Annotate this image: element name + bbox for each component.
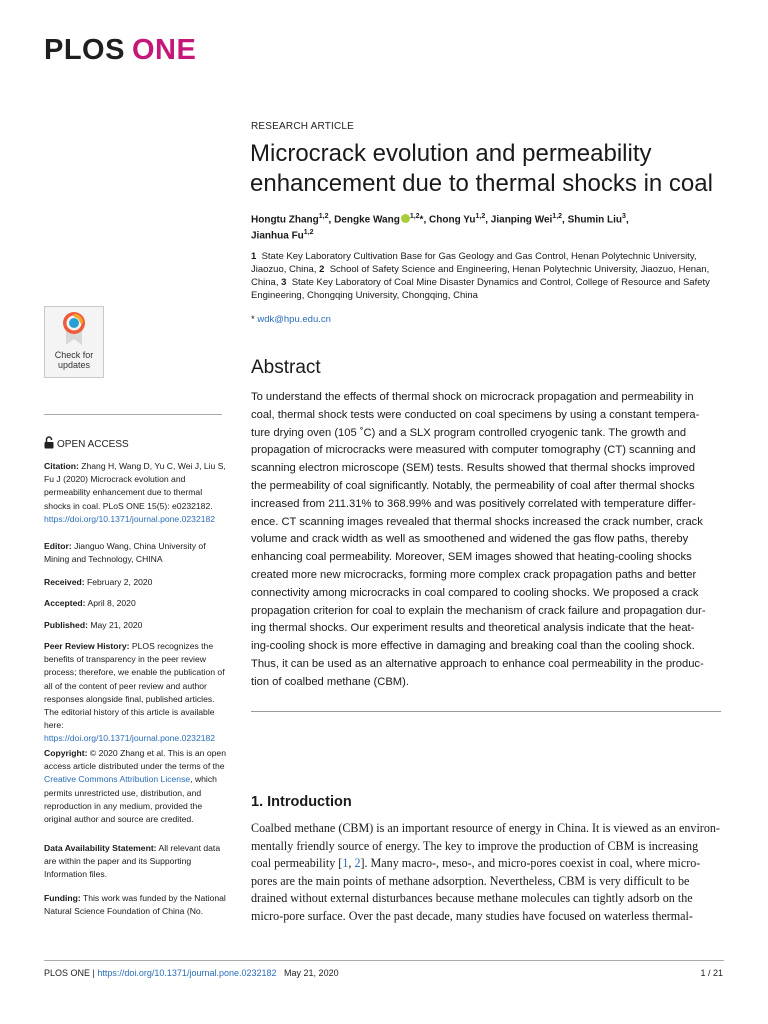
abstract-line: enhancing coal permeability. Moreover, SEM images showed that heating-cooling shocks: [251, 551, 692, 564]
intro-line: [251, 855, 723, 873]
open-access-label: [44, 436, 129, 450]
abstract-line: increased from 211.31% to 368.99% and was positively correlated with temperature differ-: [251, 497, 696, 510]
author-name[interactable]: Dengke Wang: [334, 214, 400, 226]
intro-body: [251, 820, 723, 926]
accepted-label: Accepted:: [44, 598, 86, 608]
affiliation-number: 1: [251, 251, 257, 262]
sidebar-divider: [44, 414, 222, 415]
abstract-line: ence. CT scanning images revealed that thermal shocks increased the crack number, crack: [251, 515, 703, 528]
intro-text: ,: [348, 856, 355, 871]
footer-doi-link[interactable]: https://doi.org/10.1371/journal.pone.0232182: [97, 968, 277, 978]
logo-one-text: ONE: [131, 34, 197, 66]
abstract-line: volume and crack width as well as smoothened and widened the gas flow paths, thereby: [251, 533, 689, 546]
data-availability-label: Data Availability Statement:: [44, 843, 157, 853]
author-affiliation-sup: 1,2: [475, 213, 486, 220]
copyright-label: Copyright:: [44, 748, 88, 758]
page-number: 1 / 21: [700, 968, 723, 978]
email-star: *: [251, 314, 255, 325]
corresponding-star: *: [419, 214, 424, 226]
author-name[interactable]: Shumin Liu: [567, 214, 623, 226]
received-date: February 2, 2020: [87, 577, 153, 587]
abstract-line: created more new microcracks, forming more complex crack propagation paths and better: [251, 568, 697, 581]
citation-label: Citation:: [44, 461, 79, 471]
abstract-body: [251, 389, 723, 692]
editor-label: Editor:: [44, 541, 72, 551]
copyright-text-2: , which permits unrestricted use, distribution, and reproduction in any medium, provided the original author and source are credited.: [44, 774, 217, 825]
intro-text: coal permeability [: [251, 856, 343, 871]
intro-line: pores are the main points of methane adsorption. Nevertheless, CBM is very difficult to be: [251, 873, 690, 888]
received-block: [44, 576, 226, 589]
author-separator: ,: [562, 214, 568, 226]
author-separator: ,: [485, 214, 491, 226]
author-separator: ,: [328, 214, 335, 226]
funding-label: Funding:: [44, 893, 81, 903]
license-link[interactable]: Creative Commons Attribution License: [44, 774, 191, 785]
author-list: [251, 210, 721, 243]
footer-divider: [44, 960, 724, 961]
author-name[interactable]: Chong Yu: [429, 214, 476, 226]
abstract-line: tion of coalbed methane (CBM).: [251, 675, 409, 688]
intro-heading: 1. Introduction: [251, 794, 352, 810]
author-affiliation-sup: 1,2: [552, 213, 563, 220]
check-for-updates-badge[interactable]: [44, 306, 104, 378]
affiliation-number: 3: [281, 277, 287, 288]
open-access-text: OPEN ACCESS: [57, 439, 129, 450]
abstract-line: ture drying oven (105 ˚C) and a SLX program controlled cryogenic tank. The growth and: [251, 426, 687, 439]
affiliation-text: State Key Laboratory of Coal Mine Disaster Dynamics and Control, College of Resource and Safety Engineering, Chongqing University, Chongqing, China: [251, 277, 710, 301]
badge-text: [45, 350, 103, 370]
author-affiliation-sup: 1,2: [303, 229, 314, 237]
published-label: Published:: [44, 620, 88, 630]
journal-logo[interactable]: [44, 36, 196, 65]
footer-left: [44, 968, 339, 978]
badge-line-2: updates: [57, 360, 91, 370]
peer-review-text: PLOS recognizes the benefits of transparency in the peer review process; therefore, we enable the publication of all of the content of peer review and author responses alongside final, published articles. The editorial history of this article is available here:: [44, 641, 225, 731]
abstract-line: ing thermal shocks. Our experiment results and theoretical analysis indicate that the heat-: [251, 622, 695, 635]
abstract-line: coal, thermal shock tests were conducted on coal specimens by using a constant tempera-: [251, 408, 700, 421]
email-link[interactable]: wdk@hpu.edu.cn: [257, 314, 331, 325]
citation-doi-link[interactable]: https://doi.org/10.1371/journal.pone.0232182: [44, 513, 216, 524]
abstract-line: Thus, it can be used as an alternative approach to enhance coal permeability in the produc-: [251, 657, 704, 670]
received-label: Received:: [44, 577, 85, 587]
corresponding-email: [251, 314, 331, 325]
article-type: RESEARCH ARTICLE: [251, 121, 355, 132]
editor-block: [44, 540, 226, 566]
published-date: May 21, 2020: [90, 620, 143, 630]
affiliation-text: School of Safety Science and Engineering, Henan Polytechnic University, Jiaozuo, Henan, China,: [251, 264, 710, 288]
author-separator: ,: [423, 214, 430, 226]
citation-text: Zhang H, Wang D, Yu C, Wei J, Liu S, Fu J (2020) Microcrack evolution and permeability enhancement due to thermal shocks in coal. PLoS ONE 15(5): e0232182.: [44, 461, 226, 511]
footer-date: May 21, 2020: [284, 968, 339, 978]
article-title: Microcrack evolution and permeability enhancement due to thermal shocks in coal: [250, 140, 713, 197]
affiliation-number: 2: [319, 264, 325, 275]
author-affiliation-sup: 1,2: [409, 213, 420, 220]
intro-line: micro-pore surface. Over the past decade, many studies have focused on waterless thermal-: [251, 908, 693, 923]
logo-plos-text: PLOS: [44, 34, 125, 66]
peer-review-label: Peer Review History:: [44, 641, 130, 651]
orcid-icon[interactable]: [401, 214, 410, 223]
abstract-line: the permeability of coal significantly. Notably, the permeability of coal after thermal shocks: [251, 479, 695, 492]
accepted-date: April 8, 2020: [87, 598, 136, 608]
funding-text: This work was funded by the National Natural Science Foundation of China (No.: [44, 893, 226, 917]
copyright-text: © 2020 Zhang et al. This is an open access article distributed under the terms of the: [44, 748, 226, 772]
author-name[interactable]: Hongtu Zhang: [251, 214, 319, 226]
affiliations: [251, 250, 721, 302]
funding-block: [44, 892, 226, 918]
copyright-block: [44, 747, 226, 826]
citation-ref-link[interactable]: 2: [354, 856, 361, 871]
intro-text: ]. Many macro-, meso-, and micro-pores coexist in coal, where micro-: [360, 856, 701, 871]
abstract-line: ing-cooling shock is more effective in damaging and breaking coal than the cooling shock.: [251, 640, 695, 653]
section-divider: [251, 711, 721, 712]
abstract-line: propagation criterion for coal to explain the mechanism of crack failure and propagation dur-: [251, 604, 706, 617]
peer-review-link[interactable]: https://doi.org/10.1371/journal.pone.0232182: [44, 733, 216, 744]
abstract-heading: Abstract: [251, 357, 321, 378]
published-block: [44, 619, 226, 632]
editor-text: Jianguo Wang, China University of Mining and Technology, CHINA: [44, 541, 206, 565]
bookmark-ribbon-icon: [62, 311, 86, 347]
data-availability-text: All relevant data are within the paper and its Supporting Information files.: [44, 843, 221, 880]
abstract-line: connectivity among microcracks in coal compared to cooling shocks. We proposed a crack: [251, 586, 699, 599]
abstract-line: propagation of microcracks were measured with computer tomography (CT) scanning and: [251, 444, 696, 457]
author-name[interactable]: Jianhua Fu: [251, 230, 304, 242]
author-affiliation-sup: 1,2: [318, 213, 329, 220]
intro-line: drained without external disturbances because methane molecules can tightly adsorb on the: [251, 891, 693, 906]
intro-line: Coalbed methane (CBM) is an important resource of energy in China. It is viewed as an environ-: [251, 821, 720, 835]
open-lock-icon: [44, 436, 54, 449]
intro-line: mentally friendly source of energy. The key to improve the production of CBM is increasing: [251, 838, 699, 853]
footer-journal: PLOS ONE |: [44, 968, 95, 978]
author-separator: ,: [625, 214, 629, 226]
peer-review-block: [44, 640, 226, 746]
author-name[interactable]: Jianping Wei: [490, 214, 553, 226]
badge-line-1: Check for: [54, 350, 94, 360]
affiliation-text: State Key Laboratory Cultivation Base for Gas Geology and Gas Control, Henan Polytechnic University, Jiaozuo, China,: [251, 251, 697, 275]
data-availability-block: [44, 842, 226, 882]
citation-ref-link[interactable]: 1: [342, 856, 349, 871]
abstract-line: scanning electron microscope (SEM) tests. Results showed that thermal shocks improved: [251, 462, 695, 475]
abstract-line: To understand the effects of thermal shock on microcrack propagation and permeability in: [251, 391, 694, 403]
author-affiliation-sup: 3: [622, 213, 626, 220]
citation-block: [44, 460, 226, 526]
accepted-block: [44, 597, 226, 610]
